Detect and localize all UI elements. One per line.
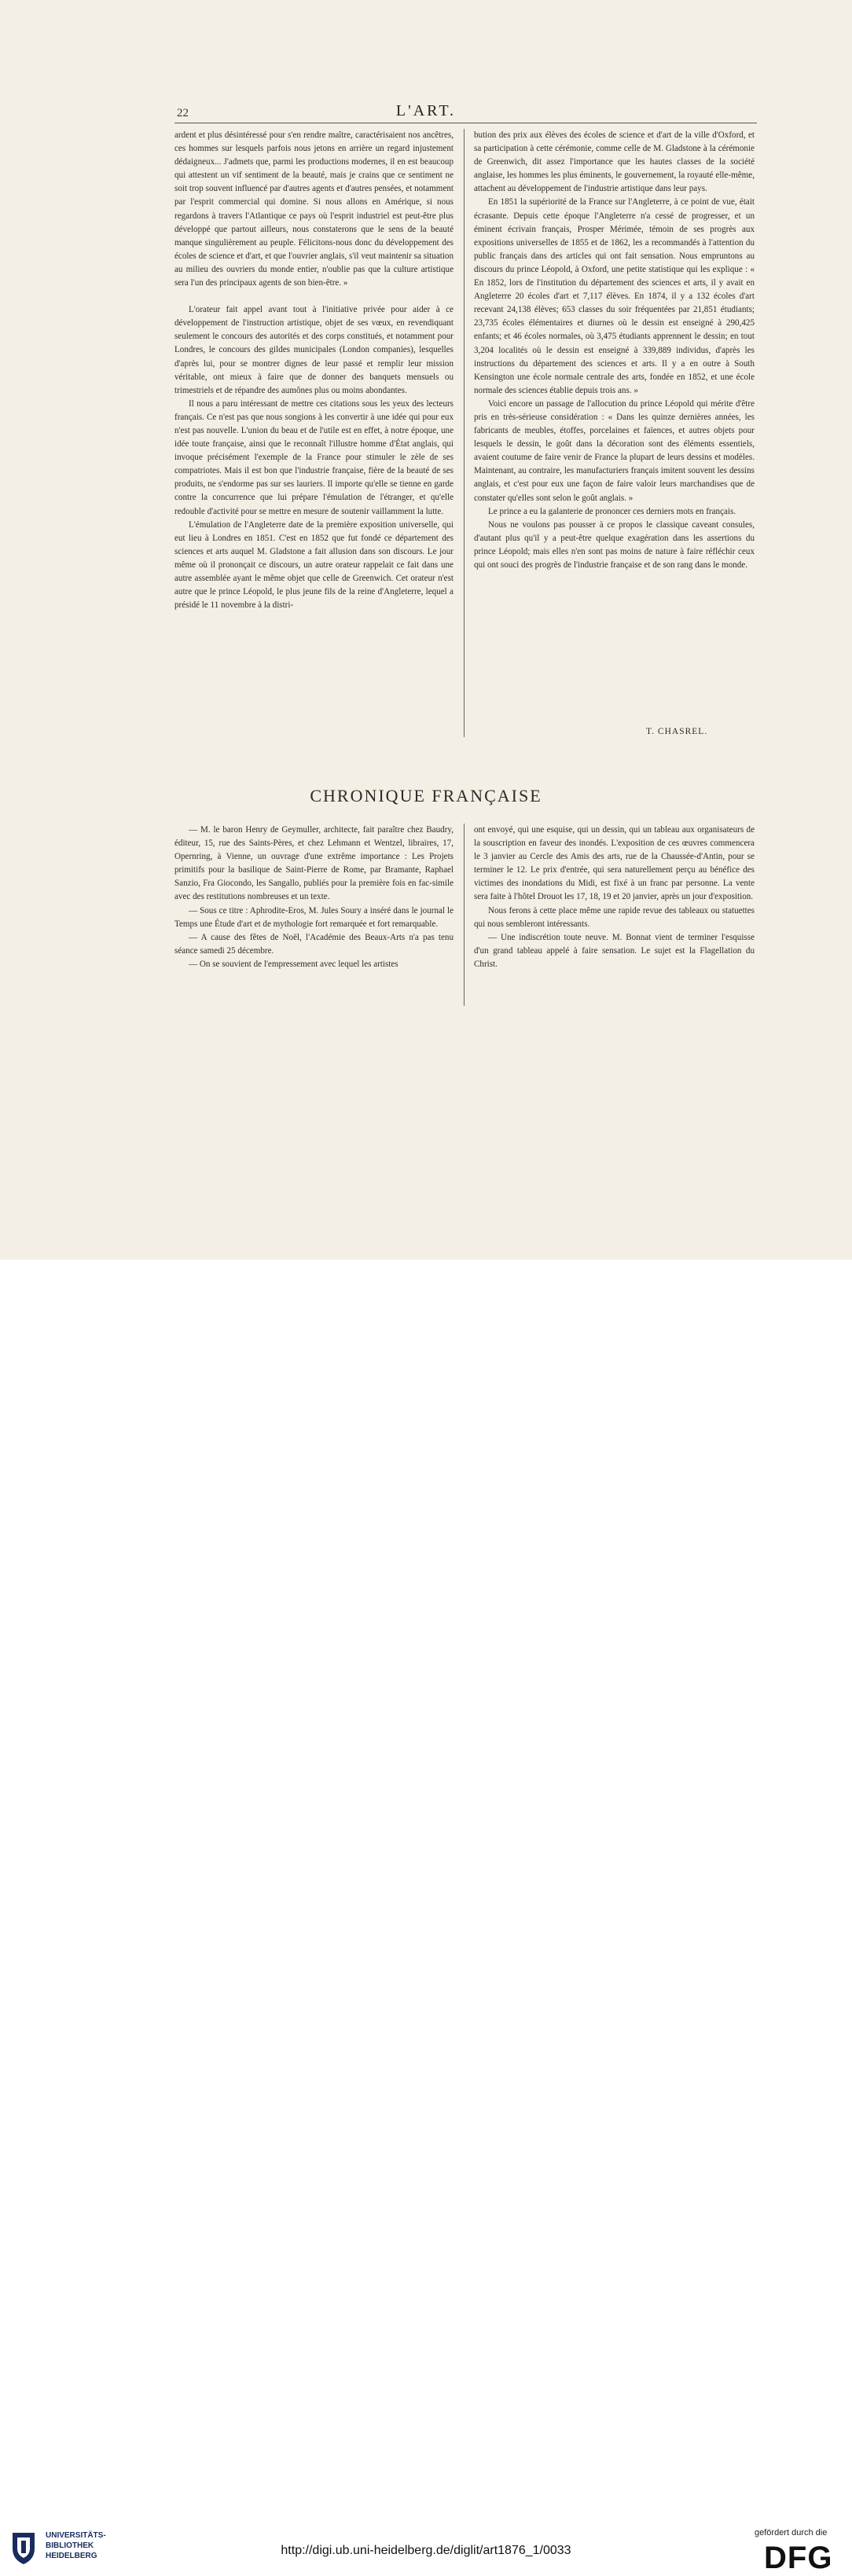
article-paragraph: Nous ne voulons pas pousser à ce propos le classique caveant consules, d'autant plus qu'il y a peut-être quelque exagération dans les assertions du prince Léopold; mais elles n'en sont pas moins de nature à faire réfléchir ceux qui ont souci des progrès de l'industrie française et de son rang dans le monde. xyxy=(474,519,755,570)
chronique-right-column xyxy=(474,824,755,971)
dfg-logo: DFG xyxy=(764,2541,833,2575)
article-paragraph: L'émulation de l'Angleterre date de la première exposition universelle, qui eut lieu à Londres en 1851. C'est en 1852 que fut fondé ce département des sciences et arts auquel M. Gladstone a fait allusion dans son discours. Le jour même où il prononçait ce discours, un autre orateur rappelait ce fait dans une autre assemblée ayant le même objet que celle de Greenwich. Cet orateur n'est autre que le prince Léopold, le plus jeune fils de la reine d'Angleterre, lequel a présidé le 11 novembre à la distri- xyxy=(174,519,454,611)
running-title: L'ART. xyxy=(395,102,457,119)
chronique-paragraph: — Une indiscrétion toute neuve. M. Bonnat vient de terminer l'esquisse d'un grand tableau appelé à faire sensation. Le sujet est la Flagellation du Christ. xyxy=(474,932,755,969)
article-left-column xyxy=(174,129,454,612)
column-divider xyxy=(464,824,465,1006)
article-paragraph: L'orateur fait appel avant tout à l'initiative privée pour aider à ce développement de l'instruction artistique, objet de ses vœux, en revendiquant seulement le concours des autorités et des corps constitués, et notamment pour Londres, le concours des gildes municipales (London companies), lesquelles d'après lui, pour se montrer dignes de leur passé et remplir leur mission véritable, ont mieux à faire que de donner des banquets mensuels ou trimestriels et de répandre des aumônes plus ou moins abondantes. xyxy=(174,305,454,395)
article-paragraph: Il nous a paru intéressant de mettre ces citations sous les yeux des lecteurs français. Ce n'est pas que nous songions à les convertir à une idée qui pour eux n'est pas nouvelle. L'union du beau et de l'utile est en effet, à notre époque, une idée toute française, ainsi que le reconnaît l'illustre homme d'État anglais, qui invoque précisément l'exemple de la France pour stimuler le zèle de ses compatriotes. Mais il est bon que l'industrie française, fière de la beauté de ses produits, ne s'endorme pas sur ses lauriers. Il importe qu'elle se tienne en garde contre la concurrence que lui prépare l'émulation de l'étranger, et qu'elle redouble d'activité pour se mettre en mesure de soutenir vaillamment la lutte. xyxy=(174,398,454,516)
article-paragraph: ardent et plus désintéressé pour s'en rendre maître, caractérisaient nos ancêtres, ces hommes sur lesquels parfois nous jetons en arrière un regard injustement dédaigneux... J'admets que, parmi les productions modernes, il en est beaucoup qui attestent un vif sentiment de la beauté, mais je crains que ce sentiment ne soit trop souvent influencé par d'autres agents et d'autres pensées, et notamment par l'esprit commercial qui domine. Si nous allons en Amérique, si nous regardons à travers l'Atlantique ce pays où l'esprit industriel est peut-être plus développé que partout ailleurs, nous constaterons que le sens de la beauté manque singulièrement au peuple. Félicitons-nous donc du développement des écoles de science et d'art, et que l'ouvrier anglais, s'il veut maintenir sa situation au milieu des ouvriers du monde entier, n'oublie pas que la culture artistique sera l'un des principaux agents de son bien-être. » xyxy=(174,130,454,288)
digitization-footer xyxy=(0,1260,852,2575)
page-number: 22 xyxy=(177,107,189,119)
scanned-page xyxy=(0,0,852,1260)
article-right-column xyxy=(474,129,755,572)
article-signature: T. CHASREL. xyxy=(646,727,708,736)
article-paragraph: Le prince a eu la galanterie de prononcer ces derniers mots en français. xyxy=(488,506,736,516)
column-divider xyxy=(464,129,465,737)
chronique-paragraph: — On se souvient de l'empressement avec lequel les artistes xyxy=(189,959,398,969)
chronique-paragraph: — M. le baron Henry de Geymuller, architecte, fait paraître chez Baudry, éditeur, 15, rue des Saints-Pères, et chez Lehmann et Wentzel, libraires, 17, Opernring, à Vienne, un ouvrage d'une extrême importance : Les Projets primitifs pour la basilique de Saint-Pierre de Rome, par Bramante, Raphael Sanzio, Fra Giocondo, les Sangallo, publiés pour la première fois en fac-simile avec des restitutions nombreuses et un texte. xyxy=(174,825,454,902)
article-paragraph: bution des prix aux élèves des écoles de science et d'art de la ville d'Oxford, et sa participation à cette cérémonie, comme celle de M. Gladstone à la cérémonie de Greenwich, dit assez l'importance que les hautes classes de la société anglaise, les hommes les plus éminents, le gouvernement, la royauté elle-même, attachent au développement de l'industrie artistique dans leur pays. xyxy=(474,130,755,194)
article-paragraph: Voici encore un passage de l'allocution du prince Léopold qui mérite d'être pris en très-sérieuse considération : « Dans les quinze dernières années, les fabricants de meubles, étoffes, porcelaines et faïences, et autres objets pour lesquels le dessin, le goût dans la décoration sont des éléments essentiels, avaient coutume de faire venir de France la plupart de leurs dessins et modèles. Maintenant, au contraire, les manufacturiers français imitent souvent les dessins anglais, et c'est pour eux une façon de faire valoir leurs marchandises que de constater qu'elles sont selon le goût anglais. » xyxy=(474,398,755,503)
article-paragraph: En 1851 la supériorité de la France sur l'Angleterre, à ce point de vue, était écrasante. Depuis cette époque l'Angleterre n'a cessé de progresser, et un éminent écrivain français, Prosper Mérimée, témoin de ses progrès aux expositions universelles de 1855 et de 1862, les a recommandés à l'attention du public français dans des articles qui ont fait sensation. Nous empruntons au discours du prince Léopold, à Oxford, une petite statistique qui les explique : « En 1852, lors de l'institution du département des sciences et arts, il y avait en Angleterre 20 écoles d'art et 7,117 élèves. En 1874, il y a 132 écoles d'art recevant 24,138 élèves; 653 classes du soir fréquentées par 21,851 étudiants; 23,735 écoles élémentaires et diurnes où le dessin est enseigné à 290,425 enfants; et 46 écoles normales, où 3,475 étudiants apprennent le dessin; en tout 3,204 localités où le dessin est enseigné à 339,889 individus, d'après les instructions du département des sciences et arts. Il y a en outre à South Kensington une école normale centrale des arts, fondée en 1852, et une école normale des sciences établie depuis trois ans. » xyxy=(474,197,755,395)
section-title: CHRONIQUE FRANÇAISE xyxy=(310,786,542,805)
chronique-left-column xyxy=(174,824,454,971)
library-name: UNIVERSITÄTS- BIBLIOTHEK HEIDELBERG xyxy=(46,2531,106,2560)
chronique-paragraph: ont envoyé, qui une esquise, qui un dessin, qui un tableau aux organisateurs de la souscription en faveur des inondés. L'exposition de ces œuvres commencera le 3 janvier au Cercle des Amis des arts, rue de la Chaussée-d'Antin, pour se terminer le 12. Le prix d'entrée, qui sera naturellement perçu au bénéfice des victimes des inondations du Midi, est fixé à un franc par personne. La vente sera faite à l'hôtel Drouot les 17, 18, 19 et 20 janvier, après un jour d'exposition. xyxy=(474,825,755,902)
chronique-paragraph: — Sous ce titre : Aphrodite-Eros, M. Jules Soury a inséré dans le journal le Temps une Étude d'art et de mythologie fort remarquée et fort remarquable. xyxy=(174,905,454,929)
source-url[interactable]: http://digi.ub.uni-heidelberg.de/diglit/art1876_1/0033 xyxy=(281,2544,571,2557)
chronique-paragraph: Nous ferons à cette place même une rapide revue des tableaux ou statuettes qui nous sembleront intéressants. xyxy=(474,905,755,929)
chronique-paragraph: — A cause des fêtes de Noël, l'Académie des Beaux-Arts n'a pas tenu séance samedi 25 décembre. xyxy=(174,932,454,956)
sponsor-label: gefördert durch die xyxy=(755,2528,828,2537)
